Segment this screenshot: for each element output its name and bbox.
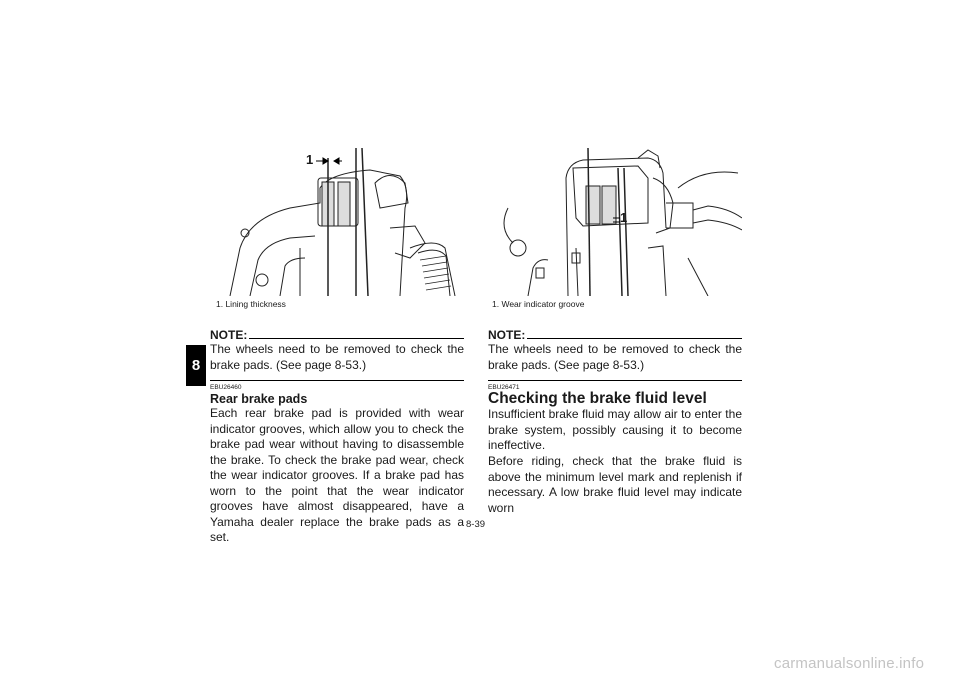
section-paragraph: Insufficient brake fluid may allow air to enter the brake system, possibly causing it to become ineffective. [488, 407, 742, 452]
watermark: carmanualsonline.info [774, 655, 925, 672]
chapter-tab: 8 [186, 345, 206, 386]
note-label: NOTE: [488, 328, 526, 342]
note-end-rule [488, 380, 742, 381]
note-box [488, 329, 742, 381]
note-rule [249, 338, 464, 339]
figure-caption: 1. Lining thickness [216, 299, 286, 309]
section-title: Checking the brake fluid level [488, 390, 707, 407]
note-label: NOTE: [210, 328, 248, 342]
note-end-rule [210, 380, 464, 381]
section-paragraph: Each rear brake pad is provided with wear indicator grooves, which allow you to check the brake pad wear without having to disassemble the brake. To check the brake pad wear, check the wear indicator grooves. If a brake pad has worn to the point that the wear indicator grooves have almost disappeared, have a Yamaha dealer replace the brake pads as a set. [210, 406, 464, 544]
brake-caliper-illustration-left [210, 148, 464, 296]
figure-callout-1: 1 [620, 210, 628, 225]
figure-callout-1: 1 [306, 152, 314, 167]
note-rule [527, 338, 742, 339]
brake-caliper-illustration-right [488, 148, 742, 296]
figure-caption: 1. Wear indicator groove [492, 299, 585, 309]
section-code: EBU26471 [488, 384, 520, 391]
page-number: 8-39 [466, 519, 486, 530]
section-title: Rear brake pads [210, 392, 308, 406]
note-box [210, 329, 464, 381]
figure-wear-indicator [488, 148, 742, 296]
section-code: EBU26460 [210, 384, 242, 391]
note-text: The wheels need to be removed to check the brake pads. (See page 8-53.) [210, 342, 464, 372]
note-text: The wheels need to be removed to check the brake pads. (See page 8-53.) [488, 342, 742, 372]
figure-lining-thickness [210, 148, 464, 296]
section-paragraph: Before riding, check that the brake fluid is above the minimum level mark and replenish if necessary. A low brake fluid level may indicate worn [488, 454, 742, 515]
